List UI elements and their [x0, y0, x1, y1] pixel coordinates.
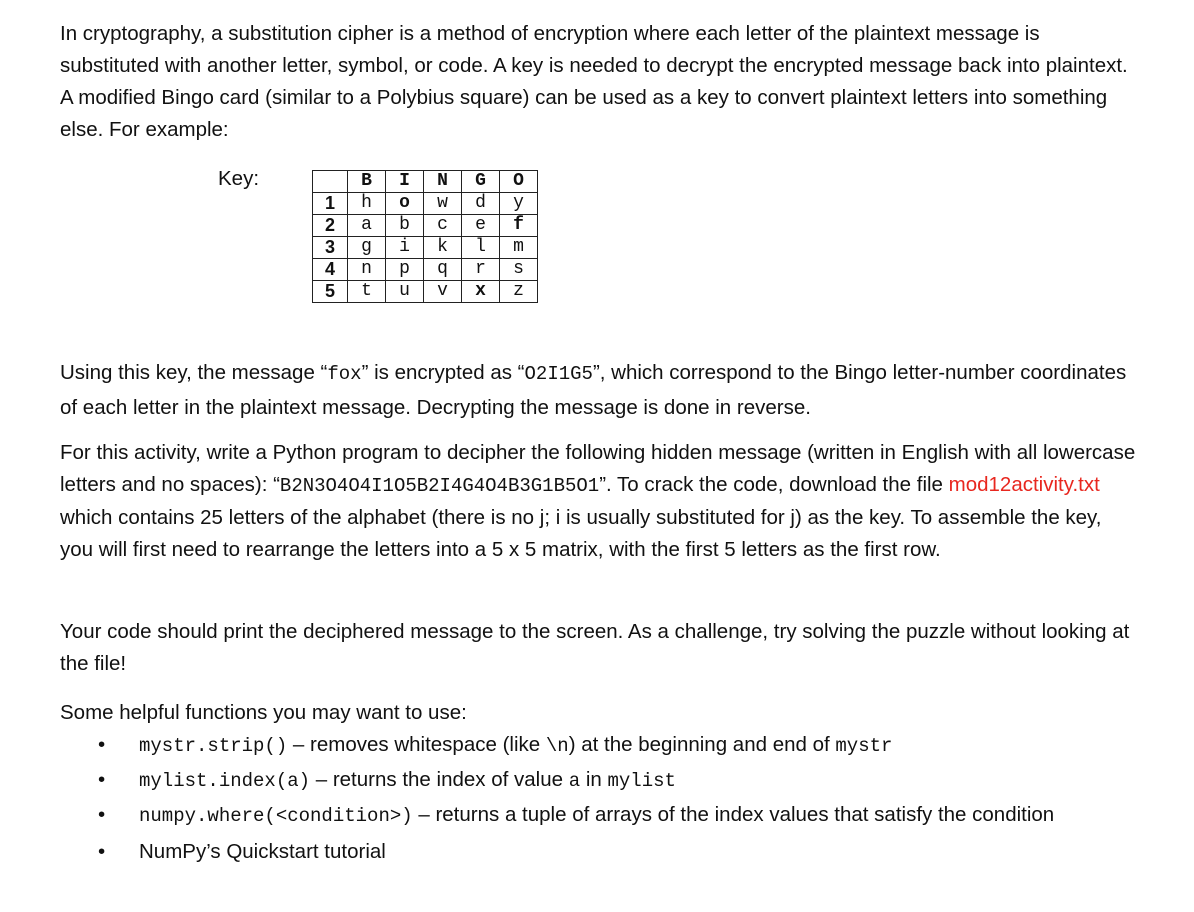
key-cell: o	[386, 193, 424, 215]
bullet-icon: •	[98, 803, 106, 826]
inline-code: \n	[545, 735, 569, 757]
example-word: fox	[327, 363, 362, 385]
key-cell: b	[386, 215, 424, 237]
key-cell: q	[424, 259, 462, 281]
text-span: For this activity, write a Python program to decipher the following hidden message (written in English with all lowercase letters and no spaces): “	[60, 441, 1136, 496]
function-code: mylist.index(a)	[139, 770, 311, 792]
list-item	[60, 799, 1160, 832]
function-description: ) at the beginning and end of	[568, 733, 836, 756]
inline-code: mylist	[607, 770, 676, 792]
key-cell: p	[386, 259, 424, 281]
key-cell: u	[386, 281, 424, 303]
key-cell: y	[500, 193, 538, 215]
function-code: numpy.where(<condition>)	[139, 805, 413, 827]
text-span: ” is encrypted as “	[361, 361, 525, 384]
encryption-example-paragraph	[60, 356, 1140, 425]
key-cell: w	[424, 193, 462, 215]
key-cell: g	[348, 237, 386, 259]
key-row-number: 2	[313, 215, 348, 237]
key-cell: h	[348, 193, 386, 215]
function-description: – returns a tuple of arrays of the index values that satisfy the condition	[412, 803, 1055, 826]
list-item	[60, 836, 1160, 868]
example-code: O2I1G5	[524, 363, 593, 385]
functions-intro: Some helpful functions you may want to use:	[60, 701, 467, 724]
key-cell: c	[424, 215, 462, 237]
output-instructions-paragraph: Your code should print the deciphered message to the screen. As a challenge, try solving the puzzle without looking at the file!	[60, 620, 1130, 675]
key-cell: k	[424, 237, 462, 259]
key-header-cell: B	[348, 171, 386, 193]
bingo-key-table	[312, 170, 538, 303]
key-cell: d	[462, 193, 500, 215]
key-corner-cell	[313, 171, 348, 193]
bullet-icon: •	[98, 768, 106, 791]
key-cell: n	[348, 259, 386, 281]
key-row-number: 1	[313, 193, 348, 215]
key-cell: s	[500, 259, 538, 281]
key-cell: t	[348, 281, 386, 303]
text-span: ”. To crack the code, download the file	[599, 473, 949, 496]
functions-list	[60, 729, 1160, 870]
key-header-cell: G	[462, 171, 500, 193]
key-row	[313, 259, 538, 281]
tutorial-link[interactable]: NumPy’s Quickstart tutorial	[139, 840, 386, 863]
bullet-icon: •	[98, 840, 106, 863]
function-description: in	[580, 768, 608, 791]
key-header-cell: I	[386, 171, 424, 193]
inline-code: a	[568, 770, 581, 792]
key-header-cell: O	[500, 171, 538, 193]
key-row-number: 4	[313, 259, 348, 281]
list-item	[60, 729, 1160, 762]
key-header-row	[313, 171, 538, 193]
activity-paragraph	[60, 437, 1140, 566]
text-span: which contains 25 letters of the alphabet (there is no j; i is usually substituted for j) as the key. To assemble the key, you will first need to rearrange the letters into a 5 x 5 matrix, with the first 5 letters as the first row.	[60, 506, 1102, 561]
list-item	[60, 764, 1160, 797]
key-row	[313, 281, 538, 303]
key-cell: r	[462, 259, 500, 281]
key-cell: l	[462, 237, 500, 259]
key-cell: a	[348, 215, 386, 237]
inline-code: mystr	[835, 735, 893, 757]
hidden-message-code: B2N3O4O4I1O5B2I4G4O4B3G1B5O1	[279, 475, 600, 497]
key-cell: x	[462, 281, 500, 303]
activity-file-link[interactable]: mod12activity.txt	[948, 473, 1100, 496]
key-header-cell: N	[424, 171, 462, 193]
function-code: mystr.strip()	[139, 735, 288, 757]
key-cell: z	[500, 281, 538, 303]
key-cell: v	[424, 281, 462, 303]
function-description: – returns the index of value	[310, 768, 569, 791]
function-description: – removes whitespace (like	[287, 733, 546, 756]
key-row	[313, 193, 538, 215]
key-row-number: 3	[313, 237, 348, 259]
key-cell: e	[462, 215, 500, 237]
key-cell: i	[386, 237, 424, 259]
key-label: Key:	[218, 167, 260, 190]
key-row	[313, 215, 538, 237]
key-row-number: 5	[313, 281, 348, 303]
key-cell: m	[500, 237, 538, 259]
text-span: ”, which correspond to the Bingo letter-number coordinates of each letter in the plaintext message. Decrypting the message is done in reverse.	[60, 361, 1127, 419]
key-cell: f	[500, 215, 538, 237]
key-row	[313, 237, 538, 259]
text-span: Using this key, the message “	[60, 361, 328, 384]
bullet-icon: •	[98, 733, 106, 756]
intro-paragraph: In cryptography, a substitution cipher is a method of encryption where each letter of the plaintext message is substituted with another letter, symbol, or code. A key is needed to decrypt the encrypted message back into plaintext. A modified Bingo card (similar to a Polybius square) can be used as a key to convert plaintext letters into something else. For example:	[60, 22, 1128, 141]
